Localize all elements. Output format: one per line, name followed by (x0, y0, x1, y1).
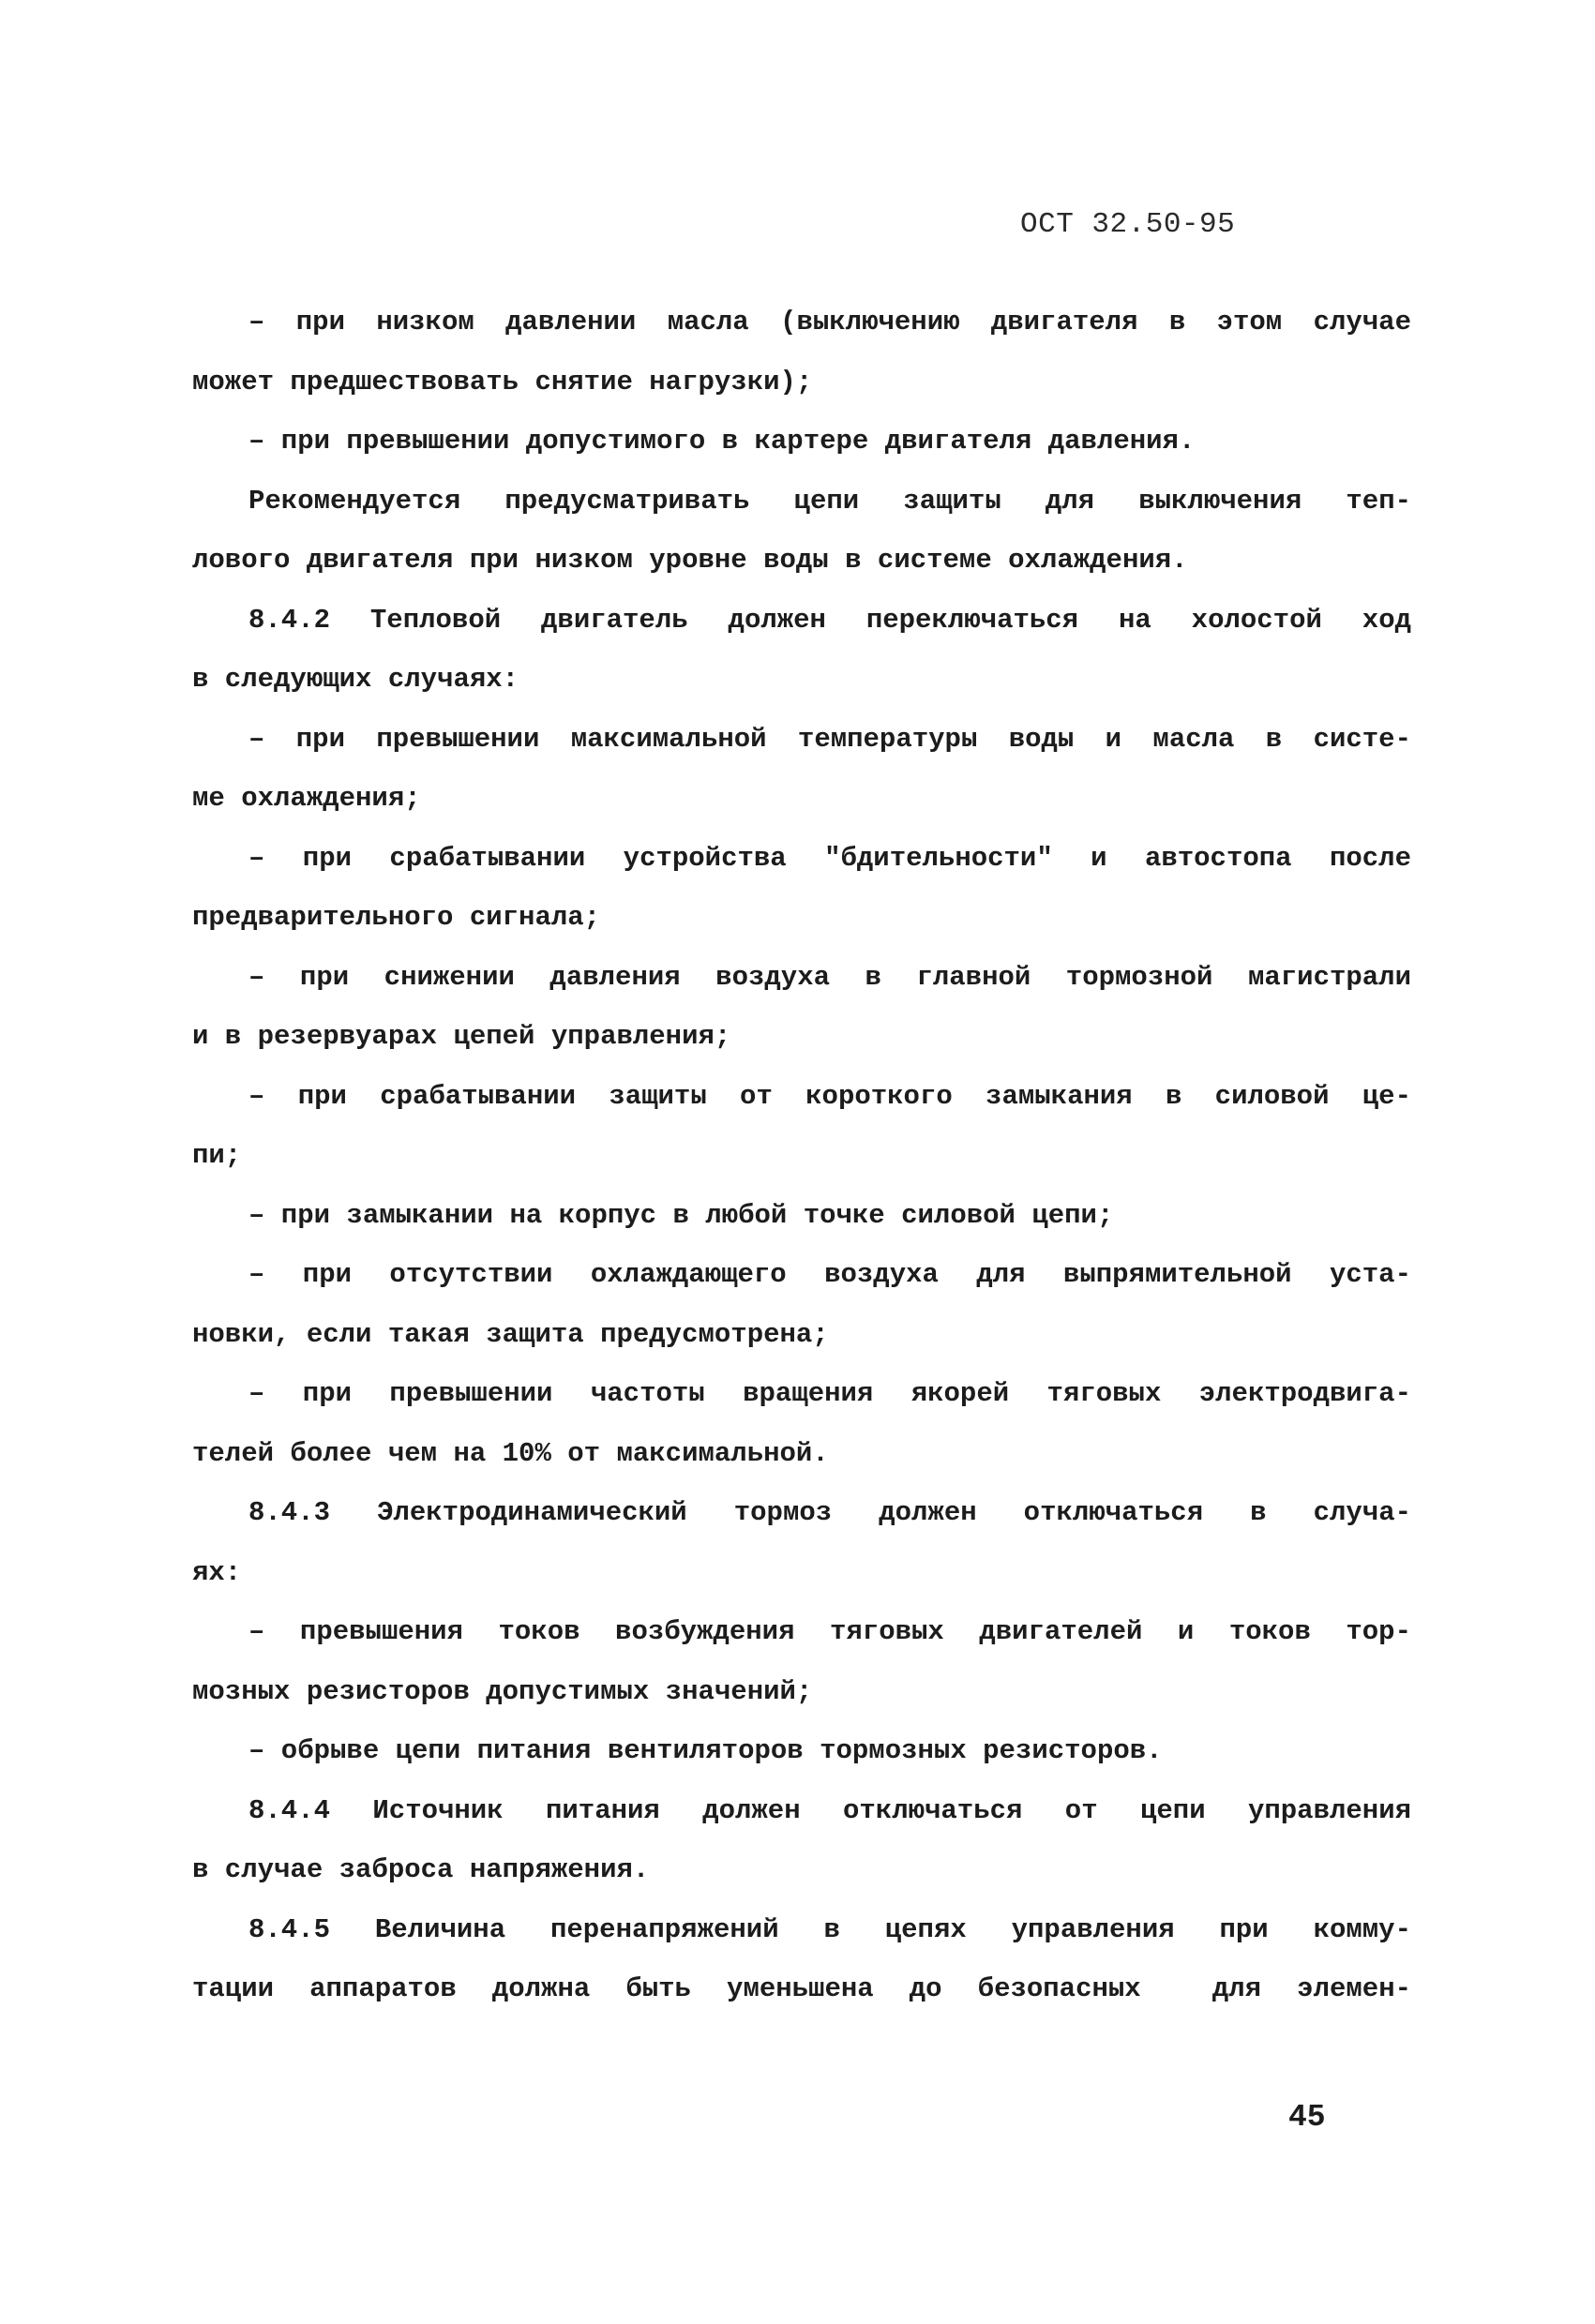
text-line: – при снижении давления воздуха в главной тормозной магистрали (248, 961, 1411, 993)
text-line: тации аппаратов должна быть уменьшена до безопасных для элемен- (192, 1973, 1411, 2004)
text-line: – при срабатывании устройства "бдительности" и автостопа после (248, 842, 1411, 874)
text-line: может предшествовать снятие нагрузки); (192, 366, 813, 397)
text-line: 8.4.3 Электродинамический тормоз должен отключаться в случа- (248, 1497, 1411, 1528)
text-line: – при превышении максимальной температуры воды и масла в систе- (248, 723, 1411, 755)
text-line: ях: (192, 1556, 242, 1588)
text-line: 8.4.4 Источник питания должен отключаться от цепи управления (248, 1794, 1411, 1826)
text-line: телей более чем на 10% от максимальной. (192, 1437, 829, 1469)
text-line: – при низком давлении масла (выключению двигателя в этом случае (248, 307, 1411, 337)
text-line: – обрыве цепи питания вентиляторов тормозных резисторов. (248, 1735, 1163, 1766)
document-code-header: ОСТ 32.50-95 (1020, 208, 1236, 241)
text-line: новки, если такая защита предусмотрена; (192, 1318, 829, 1350)
text-line: – при превышении допустимого в картере двигателя давления. (248, 426, 1196, 457)
text-line: в случае заброса напряжения. (192, 1854, 650, 1885)
body-text (192, 292, 1411, 2019)
text-line: – при срабатывании защиты от короткого замыкания в силовой це- (248, 1080, 1411, 1112)
text-line: пи; (192, 1140, 242, 1171)
text-line: лового двигателя при низком уровне воды в системе охлаждения. (192, 545, 1188, 576)
text-line: – при замыкании на корпус в любой точке силовой цепи; (248, 1199, 1114, 1231)
text-line: Рекомендуется предусматривать цепи защиты для выключения теп- (248, 485, 1411, 517)
text-line: в следующих случаях: (192, 664, 519, 695)
text-line: 8.4.2 Тепловой двигатель должен переключаться на холостой ход (248, 604, 1411, 636)
text-line: – при превышении частоты вращения якорей тяговых электродвига- (248, 1378, 1411, 1409)
page-number: 45 (1288, 2100, 1326, 2135)
text-line: – превышения токов возбуждения тяговых двигателей и токов тор- (248, 1616, 1411, 1647)
text-line: мозных резисторов допустимых значений; (192, 1675, 813, 1707)
text-line: – при отсутствии охлаждающего воздуха для выпрямительной уста- (248, 1259, 1411, 1290)
text-line: предварительного сигнала; (192, 902, 601, 933)
text-line: 8.4.5 Величина перенапряжений в цепях управления при комму- (248, 1913, 1411, 1945)
text-line: и в резервуарах цепей управления; (192, 1021, 731, 1052)
text-line: ме охлаждения; (192, 783, 421, 814)
